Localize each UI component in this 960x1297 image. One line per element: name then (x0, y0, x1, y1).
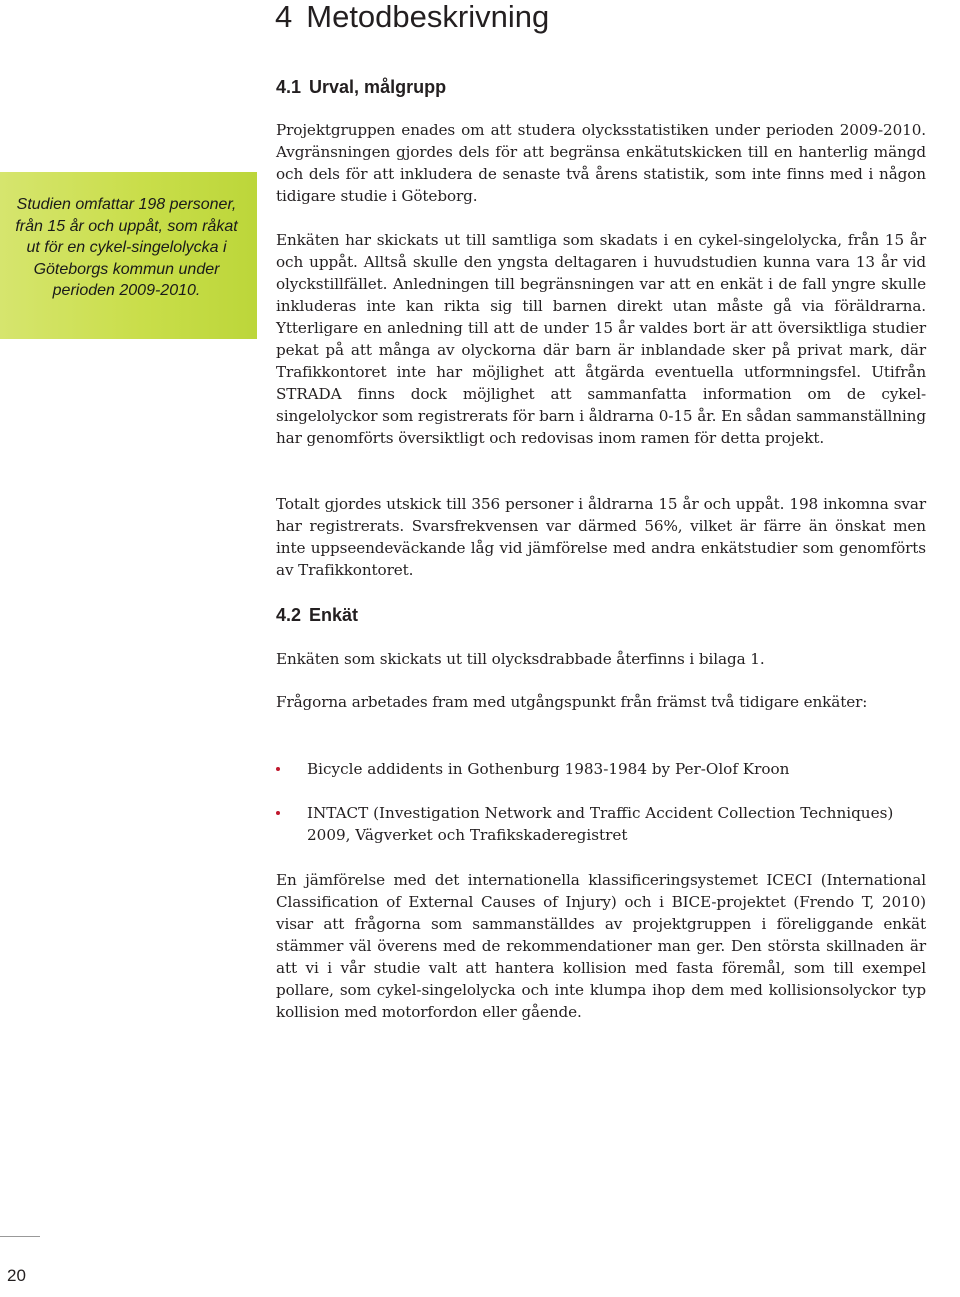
section-number: 4.1 (276, 77, 302, 97)
sidebar-callout-text: Studien omfattar 198 personer, från 15 år och uppåt, som råkat ut för en cykel-singelolycka i Göteborgs kommun under perioden 2009-2010. (15, 196, 238, 299)
paragraph: Enkäten som skickats ut till olycksdrabbade återfinns i bilaga 1. (276, 650, 765, 668)
list-item (276, 802, 926, 846)
list-item-text: INTACT (Investigation Network and Traffic Accident Collection Techniques) 2009, Vägverket och Trafikskaderegistret (307, 804, 894, 844)
chapter-number: 4 (275, 0, 293, 34)
section-heading-enkat (276, 604, 358, 626)
list-item-text: Bicycle addidents in Gothenburg 1983-1984 by Per-Olof Kroon (307, 760, 790, 778)
chapter-title-text: Metodbeskrivning (306, 0, 550, 34)
chapter-title (275, 0, 549, 34)
bullet-icon (276, 811, 280, 815)
list-item (276, 758, 926, 780)
paragraph: Frågorna arbetades fram med utgångspunkt från främst två tidigare enkäter: (276, 693, 868, 711)
section-title: Enkät (309, 605, 359, 625)
page-rule (0, 1236, 40, 1237)
paragraph: En jämförelse med det internationella klassificeringsystemet ICECI (International Classification of External Causes of Injury) och i BICE-projektet (Frendo T, 2010) visar att frågorna som sammanställdes av projektgruppen i föreliggande enkät stämmer väl överens med de rekommendationer man ger. Den största skillnaden är att vi i vår studie valt att hantera kollision med fasta föremål, som till exempel pollare, som cykel-singelolycka och inte klumpa ihop dem med kollisionsolyckor typ kollision med motorfordon eller gående. (276, 871, 926, 1021)
bullet-list (276, 758, 926, 846)
paragraph: Enkäten har skickats ut till samtliga som skadats i en cykel-singelolycka, från 15 år och uppåt. Alltså skulle den yngsta deltagaren i huvudstudien kunna vara 13 år vid olyckstillfället. Anledningen till begränsningen var att en enkät i de fall yngre skulle inkluderas inte kan rikta sig till barnen direkt utan måste gå via föräldrarna. Ytterligare en anledning till att de under 15 år valdes bort är att översiktliga studier pekat på att många av olyckorna där barn är inblandade sker på privat mark, där Trafikkontoret inte har möjlighet att åtgärda eventuella utformningsfel. Utifrån STRADA finns dock möjlighet att sammanfatta information om de cykel-singelolyckor som registrerats för barn i åldrarna 0-15 år. En sådan sammanställning har genomförts översiktligt och redovisas inom ramen för detta projekt. (276, 231, 926, 447)
paragraph: Totalt gjordes utskick till 356 personer i åldrarna 15 år och uppåt. 198 inkomna svar har registrerats. Svarsfrekvensen var därmed 56%, vilket är färre än önskat men inte uppseendeväckande låg vid jämförelse med andra enkätstudier som genomförts av Trafikkontoret. (276, 495, 926, 579)
page-number: 20 (7, 1266, 26, 1285)
section-title: Urval, målgrupp (309, 77, 447, 97)
bullet-icon (276, 767, 280, 771)
paragraph: Projektgruppen enades om att studera olycksstatistiken under perioden 2009-2010. Avgränsningen gjordes dels för att begränsa enkätutskicken till en hanterlig mängd och dels för att inkludera de senaste två årens statistik, som inte finns med i någon tidigare studie i Göteborg. (276, 121, 926, 205)
sidebar-callout (0, 172, 257, 339)
section-number: 4.2 (276, 605, 302, 625)
section-heading-urval (276, 76, 446, 98)
